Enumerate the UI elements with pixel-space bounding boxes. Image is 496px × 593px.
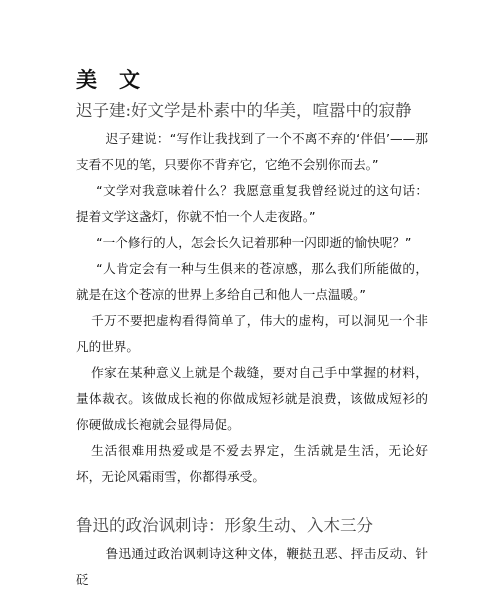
paragraph: 千万不要把虚构看得简单了，伟大的虚构，可以洞见一个非凡的世界。	[76, 313, 428, 354]
section-title-lu-xun: 鲁迅的政治讽刺诗：形象生动、入木三分	[76, 516, 373, 535]
paragraph: “人肯定会有一种与生俱来的苍凉感，那么我们所能做的，就是在这个苍凉的世界上多给自己和他人一点温暖。”	[76, 261, 428, 302]
paragraph: 作家在某种意义上就是个裁缝，要对自己手中掌握的材料，量体裁衣。该做成长袍的你做成短衫就是浪费，该做成短衫的你硬做成长袍就会显得局促。	[76, 365, 428, 432]
section-body-chi-zijian	[76, 126, 428, 490]
paragraph: 鲁迅通过政治讽刺诗这种文体，鞭挞丑恶、抨击反动、针砭	[76, 546, 428, 587]
section-title-chi-zijian: 迟子建:好文学是朴素中的华美，喧嚣中的寂静	[76, 101, 412, 120]
section-body-lu-xun	[76, 541, 428, 593]
page-title: 美文	[76, 68, 162, 92]
paragraph: “一个修行的人，怎会长久记着那种一闪即逝的愉快呢？”	[96, 235, 412, 250]
paragraph: 生活很难用热爱或是不爱去界定，生活就是生活，无论好坏，无论风霜雨雪，你都得承受。	[76, 443, 428, 484]
paragraph: “文学对我意味着什么？我愿意重复我曾经说过的这句话：提着文学这盏灯，你就不怕一个人走夜路。”	[76, 183, 428, 224]
paragraph: 迟子建说：“写作让我找到了一个不离不弃的‘伴侣’——那支看不见的笔，只要你不背弃它，它绝不会别你而去。”	[76, 131, 428, 172]
